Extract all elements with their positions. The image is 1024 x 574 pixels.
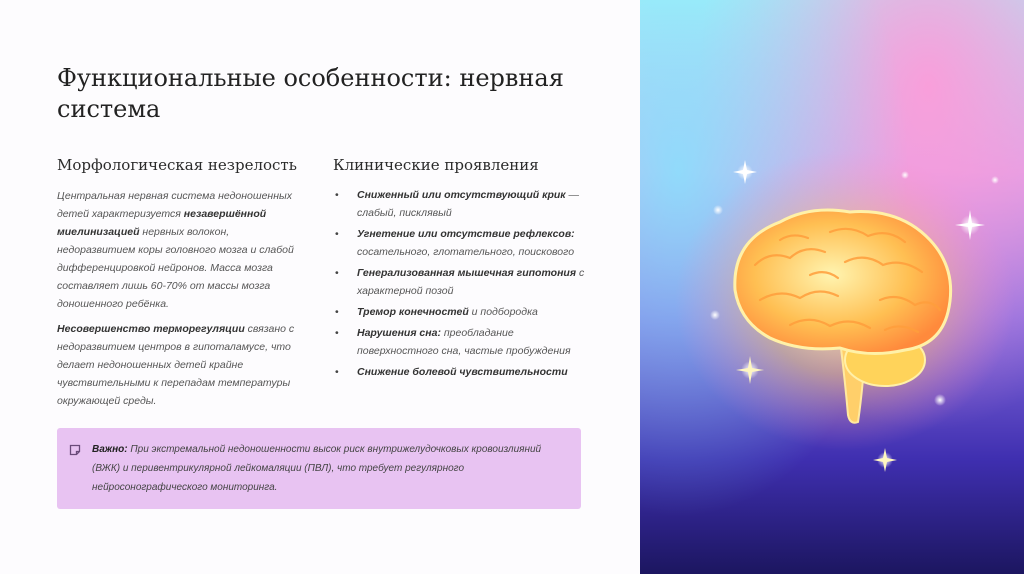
emphasis-text: незавершённой миелинизацией — [57, 208, 267, 238]
item-text: сосательного, глотательного, поискового — [357, 246, 575, 258]
list-item — [333, 264, 593, 300]
list-item — [333, 303, 593, 321]
text-span: Центральная нервная система недоношенных детей характеризуется — [57, 190, 292, 220]
slide-title: Функциональные особенности: нервная система — [57, 64, 564, 123]
list-item — [333, 186, 593, 222]
item-text: и подбородка — [468, 306, 538, 318]
clinical-heading: Клинические проявления — [333, 156, 539, 174]
callout-body: При экстремальной недоношенности высок риск внутрижелудочковых кровоизлияний (ВЖК) и перивентрикулярной лейкомаляции (ПВЛ), что требует регулярного нейросонографического мониторинга. — [92, 444, 542, 493]
clinical-list — [333, 186, 593, 384]
important-callout — [57, 428, 581, 509]
bullet-icon: • — [335, 189, 339, 201]
thermoregulation-paragraph — [57, 320, 307, 410]
item-bold: Угнетение или отсутствие рефлексов: — [357, 228, 575, 240]
bullet-icon: • — [335, 306, 339, 318]
list-item — [333, 324, 593, 360]
item-text: — слабый, писклявый — [357, 189, 580, 219]
callout-text — [92, 440, 567, 497]
morphology-paragraph — [57, 187, 307, 313]
note-icon — [69, 444, 81, 456]
item-text: преобладание поверхностного сна, частые пробуждения — [357, 327, 571, 357]
text-span: связано с недоразвитием центров в гипоталамусе, что делает недоношенных детей крайне чувствительными к перепадам температуры окружающей среды. — [57, 323, 295, 407]
list-item — [333, 363, 593, 381]
brain-illustration — [640, 0, 1024, 574]
bullet-icon: • — [335, 327, 339, 339]
list-item — [333, 225, 593, 261]
item-bold: Сниженный или отсутствующий крик — [357, 189, 566, 201]
brain-image — [640, 0, 1024, 574]
callout-label: Важно: — [92, 444, 128, 455]
item-bold: Генерализованная мышечная гипотония — [357, 267, 577, 279]
bullet-icon: • — [335, 228, 339, 240]
bullet-icon: • — [335, 366, 339, 378]
emphasis-text: Несовершенство терморегуляции — [57, 323, 245, 335]
morphology-heading: Морфологическая незрелость — [57, 156, 297, 174]
text-span: нервных волокон, недоразвитием коры головного мозга и слабой дифференцировкой нейронов. Масса мозга составляет лишь 60-70% от массы мозга доношенного ребёнка. — [57, 226, 294, 310]
item-bold: Нарушения сна: — [357, 327, 441, 339]
bullet-icon: • — [335, 267, 339, 279]
item-text: с характерной позой — [357, 267, 585, 297]
item-bold: Тремор конечностей — [357, 306, 469, 318]
item-bold: Снижение болевой чувствительности — [357, 366, 568, 378]
